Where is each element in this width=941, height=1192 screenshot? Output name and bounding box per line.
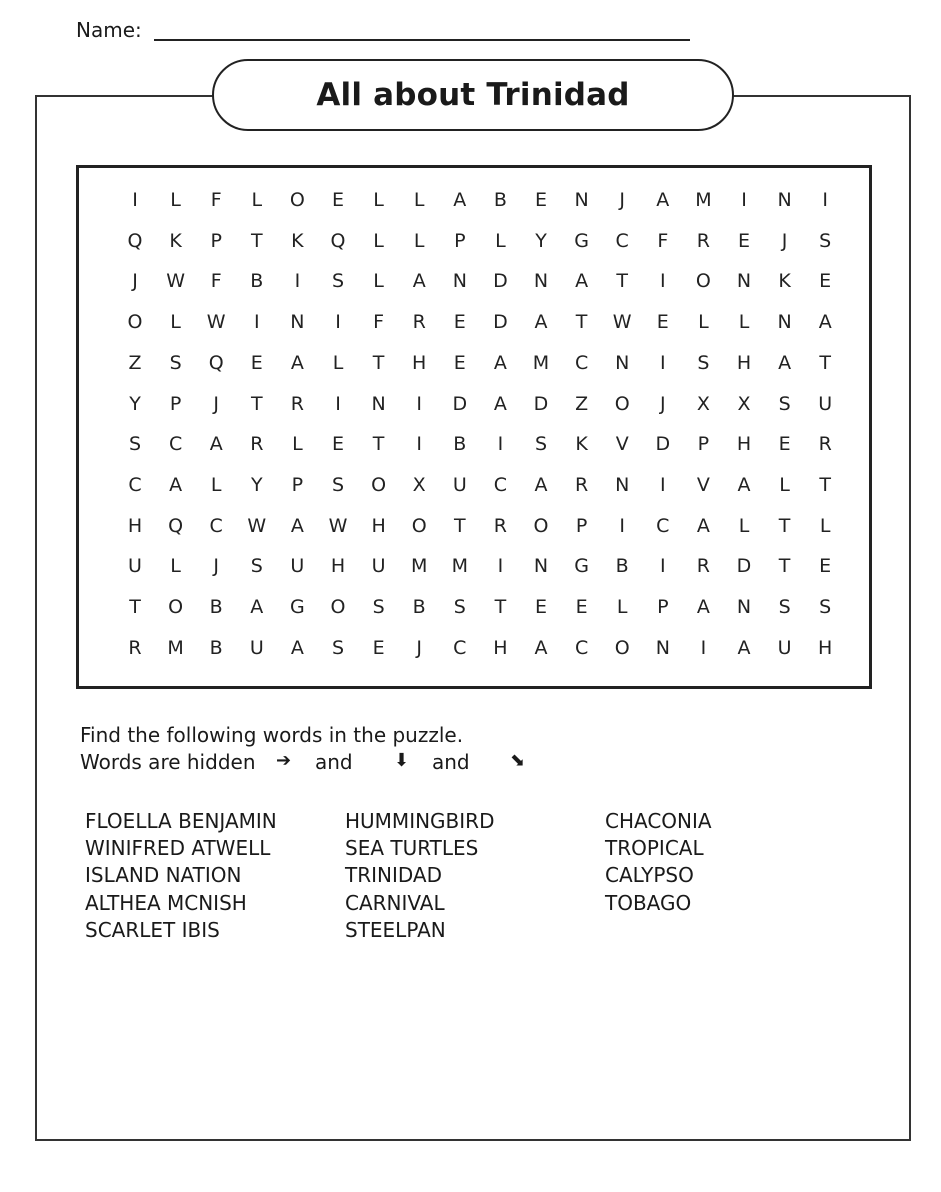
grid-letter[interactable]: S [819,229,832,252]
arrow-down-right-icon: ⬊ [510,750,526,771]
grid-letter[interactable]: C [656,514,670,537]
grid-letter[interactable]: B [209,636,223,659]
grid-letter[interactable]: F [657,229,669,252]
grid-letter[interactable]: S [453,596,466,618]
grid-letter[interactable]: L [495,229,506,252]
grid-letter[interactable]: P [291,473,304,496]
grid-letter[interactable]: S [331,270,345,293]
grid-letter[interactable]: X [737,392,751,415]
grid-letter[interactable]: A [169,473,183,496]
grid-letter[interactable]: Y [129,392,141,415]
grid-letter[interactable]: E [737,229,750,252]
grid-letter[interactable]: T [129,596,141,618]
grid-letter[interactable]: H [736,351,752,374]
grid-letter[interactable]: L [413,189,425,211]
grid-letter[interactable]: B [209,596,223,618]
grid-letter[interactable]: A [534,473,548,496]
grid-letter[interactable]: O [330,596,346,618]
grid-letter[interactable]: I [416,392,422,415]
grid-letter[interactable]: J [781,229,788,252]
title-banner [212,59,734,131]
arrow-right-icon: ➔ [276,750,292,771]
grid-letter[interactable]: J [659,392,666,415]
grid-letter[interactable]: L [819,514,831,537]
grid-letter[interactable]: A [534,636,548,659]
grid-letter[interactable]: B [615,555,629,578]
grid-letter[interactable]: B [250,270,264,293]
grid-letter[interactable]: X [696,392,710,415]
grid-letter[interactable]: N [777,189,792,211]
grid-letter[interactable]: R [574,473,589,496]
grid-letter[interactable]: I [659,351,666,374]
word-item: CARNIVAL [345,890,445,915]
grid-letter[interactable]: A [209,433,223,456]
grid-letter[interactable]: R [696,555,710,578]
word-item: STEELPAN [345,917,446,942]
grid-letter[interactable]: I [335,311,341,334]
grid-letter[interactable]: T [494,596,507,618]
grid-letter[interactable]: E [453,311,466,334]
grid-letter[interactable]: N [371,392,386,415]
grid-letter[interactable]: E [819,555,832,578]
grid-letter[interactable]: L [698,311,709,334]
grid-letter[interactable]: V [696,473,710,496]
grid-letter[interactable]: O [371,473,387,496]
grid-letter[interactable]: L [373,270,384,293]
grid-letter[interactable]: Q [330,229,346,252]
grid-letter[interactable]: D [655,433,671,456]
grid-letter[interactable]: M [451,555,468,578]
grid-letter[interactable]: A [737,636,751,659]
grid-letter[interactable]: I [619,514,625,537]
grid-letter[interactable]: P [657,596,669,618]
grid-letter[interactable]: N [655,636,670,659]
word-item: ALTHEA MCNISH [85,890,247,915]
grid-letter[interactable]: I [659,270,666,293]
grid-letter[interactable]: T [453,514,466,537]
grid-letter[interactable]: T [616,270,628,293]
grid-letter[interactable]: A [575,270,589,293]
grid-letter[interactable]: S [372,596,385,618]
grid-letter[interactable]: U [128,555,142,578]
grid-letter[interactable]: U [452,473,467,496]
grid-letter[interactable]: A [290,514,304,537]
grid-letter[interactable]: C [168,433,183,456]
grid-letter[interactable]: E [575,596,588,618]
grid-letter[interactable]: E [778,433,791,456]
grid-letter[interactable]: N [615,351,630,374]
grid-letter[interactable]: O [168,596,184,618]
grid-letter[interactable]: N [452,270,467,293]
grid-letter[interactable]: R [290,392,304,415]
grid-letter[interactable]: C [574,351,589,374]
grid-letter[interactable]: G [290,596,305,618]
grid-letter[interactable]: A [737,473,751,496]
grid-letter[interactable]: S [534,433,548,456]
grid-letter[interactable]: K [778,270,791,293]
word-list-column-1 [85,808,277,944]
grid-letter[interactable]: M [167,636,184,659]
grid-letter[interactable]: N [736,270,752,293]
grid-letter[interactable]: B [453,433,467,456]
grid-letter[interactable]: T [250,392,263,415]
grid-letter[interactable]: B [412,596,426,618]
grid-letter[interactable]: D [452,392,468,415]
grid-letter[interactable]: O [695,270,711,293]
grid-letter[interactable]: O [614,636,630,659]
grid-letter[interactable]: O [533,514,549,537]
grid-letter[interactable]: N [574,189,589,211]
word-list-column-3 [605,808,712,917]
grid-letter[interactable]: J [132,270,138,293]
grid-letter[interactable]: Y [535,229,547,252]
grid-letter[interactable]: F [373,311,385,334]
grid-letter[interactable]: U [290,555,305,578]
word-item: CALYPSO [605,863,694,888]
grid-letter[interactable]: S [331,473,345,496]
grid-letter[interactable]: E [534,596,547,618]
grid-letter[interactable]: K [291,229,304,252]
grid-letter[interactable]: K [169,229,182,252]
grid-letter[interactable]: P [454,229,466,252]
grid-letter[interactable]: H [127,514,143,537]
grid-letter[interactable]: S [778,392,791,415]
grid-letter[interactable]: S [169,351,182,374]
grid-letter[interactable]: R [128,636,142,659]
grid-letter[interactable]: M [532,351,550,374]
word-item: HUMMINGBIRD [345,809,495,833]
grid-letter[interactable]: Q [168,514,184,537]
grid-letter[interactable]: G [574,555,589,578]
grid-letter[interactable]: P [210,229,222,252]
grid-letter[interactable]: A [412,270,426,293]
grid-letter[interactable]: I [253,311,260,334]
grid-letter[interactable]: H [371,514,386,537]
instructions-line-1: Find the following words in the puzzle. [80,723,464,747]
word-list-column-2 [345,808,494,944]
grid-letter[interactable]: E [331,189,344,211]
grid-letter[interactable]: A [493,351,507,374]
grid-letter[interactable]: I [416,433,422,456]
grid-letter[interactable]: S [778,596,791,618]
grid-letter[interactable]: G [574,229,589,252]
grid-letter[interactable]: L [292,433,303,456]
word-item: WINIFRED ATWELL [85,836,271,861]
grid-letter[interactable]: T [250,229,263,252]
grid-letter[interactable]: I [497,433,504,456]
word-search-grid [76,165,872,689]
word-item: CHACONIA [605,809,712,833]
grid-letter[interactable]: T [819,473,831,496]
grid-letter[interactable]: L [373,189,384,211]
grid-letter[interactable]: W [206,311,226,334]
grid-letter[interactable]: L [210,473,222,496]
grid-letter[interactable]: L [738,514,750,537]
grid-letter[interactable]: H [736,433,752,456]
grid-letter[interactable]: K [575,433,588,456]
grid-letter[interactable]: L [616,596,628,618]
instructions-hidden-text: Words are hidden [80,750,256,774]
grid-letter[interactable]: J [416,636,422,659]
word-item: SEA TURTLES [345,836,479,861]
grid-letter[interactable]: T [819,351,831,374]
grid-letter[interactable]: M [410,555,428,578]
grid-letter[interactable]: A [290,636,304,659]
grid-letter[interactable]: N [533,270,549,293]
grid-letter[interactable]: Z [128,351,142,374]
grid-letter[interactable]: A [534,311,548,334]
grid-letter[interactable]: I [741,189,747,211]
grid-letter[interactable]: O [289,189,305,211]
grid-letter[interactable]: S [128,433,142,456]
grid-letter[interactable]: H [818,636,833,659]
grid-letter[interactable]: R [818,433,832,456]
word-item: TROPICAL [605,836,704,861]
grid-letter[interactable]: C [128,473,142,496]
grid-letter[interactable]: J [213,392,219,415]
grid-letter[interactable]: T [778,555,791,578]
grid-letter[interactable]: L [413,229,425,252]
grid-letter[interactable]: L [170,311,181,334]
grid-letter[interactable]: D [493,311,508,334]
grid-letter[interactable]: I [294,270,301,293]
grid-letter[interactable]: E [331,433,344,456]
grid-letter[interactable]: F [210,270,222,293]
grid-letter[interactable]: L [332,351,344,374]
grid-letter[interactable]: S [250,555,263,578]
grid-letter[interactable]: L [251,189,263,211]
grid-letter[interactable]: T [372,351,385,374]
grid-letter[interactable]: D [533,392,549,415]
grid-letter[interactable]: N [736,596,752,618]
word-item: ISLAND NATION [85,863,242,888]
grid-letter[interactable]: U [249,636,264,659]
word-item: TOBAGO [605,890,692,915]
grid-letter[interactable]: C [209,514,223,537]
grid-letter[interactable]: S [331,636,345,659]
grid-letter[interactable]: A [453,189,467,211]
grid-letter[interactable]: J [213,555,219,578]
grid-letter[interactable]: O [411,514,427,537]
name-line [154,39,690,41]
grid-letter[interactable]: D [493,270,508,293]
grid-letter[interactable]: L [170,189,181,211]
name-label: Name: [76,18,142,42]
grid-letter[interactable]: P [575,514,588,537]
grid-letter[interactable]: Y [250,473,263,496]
grid-letter[interactable]: I [132,189,138,211]
grid-letter[interactable]: P [169,392,182,415]
grid-letter[interactable]: C [615,229,629,252]
grid-letter[interactable]: L [373,229,384,252]
grid-letter[interactable]: U [777,636,792,659]
grid-letter[interactable]: L [738,311,750,334]
grid-letter[interactable]: U [818,392,833,415]
grid-letter[interactable]: H [493,636,508,659]
grid-letter[interactable]: A [290,351,304,374]
letter-grid [79,168,869,686]
grid-letter[interactable]: N [290,311,305,334]
grid-letter[interactable]: W [612,311,632,334]
grid-letter[interactable]: U [371,555,386,578]
grid-letter[interactable]: D [736,555,752,578]
grid-letter[interactable]: R [696,229,710,252]
word-item: SCARLET IBIS [85,917,220,942]
grid-letter[interactable]: N [533,555,549,578]
grid-letter[interactable]: B [493,189,507,211]
grid-letter[interactable]: I [659,473,666,496]
grid-letter[interactable]: L [779,473,790,496]
grid-letter[interactable]: S [697,351,710,374]
grid-letter[interactable]: C [493,473,508,496]
grid-letter[interactable]: S [819,596,832,618]
grid-letter[interactable]: O [127,311,143,334]
grid-letter[interactable]: H [330,555,346,578]
word-item: TRINIDAD [345,863,443,888]
grid-letter[interactable]: E [453,351,466,374]
grid-letter[interactable]: T [372,433,385,456]
page-title: All about Trinidad [316,77,630,113]
grid-letter[interactable]: W [328,514,348,537]
grid-letter[interactable]: A [250,596,264,618]
grid-letter[interactable]: I [497,555,504,578]
grid-letter[interactable]: E [656,311,669,334]
grid-letter[interactable]: I [700,636,707,659]
grid-letter[interactable]: I [822,189,828,211]
grid-letter[interactable]: A [696,596,710,618]
grid-letter[interactable]: L [170,555,181,578]
grid-letter[interactable]: W [166,270,185,293]
grid-letter[interactable]: T [575,311,588,334]
grid-letter[interactable]: E [372,636,385,659]
instructions-and-1: and [315,750,353,774]
grid-letter[interactable]: N [777,311,792,334]
grid-letter[interactable]: A [493,392,507,415]
instructions-and-2: and [432,750,470,774]
grid-letter[interactable]: P [697,433,710,456]
grid-letter[interactable]: E [819,270,832,293]
grid-letter[interactable]: Z [575,392,589,415]
grid-letter[interactable]: N [615,473,630,496]
grid-letter[interactable]: C [574,636,589,659]
grid-letter[interactable]: X [412,473,426,496]
grid-letter[interactable]: M [695,189,712,211]
grid-letter[interactable]: W [247,514,267,537]
grid-letter[interactable]: V [615,433,629,456]
grid-letter[interactable]: E [250,351,263,374]
grid-letter[interactable]: R [493,514,507,537]
grid-letter[interactable]: R [412,311,426,334]
grid-letter[interactable]: A [656,189,670,211]
grid-letter[interactable]: I [335,392,341,415]
arrow-down-icon: ⬇ [394,750,410,771]
grid-letter[interactable]: R [250,433,264,456]
grid-letter[interactable]: I [659,555,666,578]
grid-letter[interactable]: H [412,351,427,374]
grid-letter[interactable]: T [778,514,791,537]
grid-letter[interactable]: A [818,311,832,334]
grid-letter[interactable]: A [696,514,710,537]
grid-letter[interactable]: Q [208,351,224,374]
word-item: FLOELLA BENJAMIN [85,809,277,833]
grid-letter[interactable]: J [619,189,625,211]
grid-letter[interactable]: A [778,351,792,374]
grid-letter[interactable]: C [453,636,467,659]
grid-letter[interactable]: E [534,189,547,211]
grid-letter[interactable]: F [210,189,222,211]
grid-letter[interactable]: O [614,392,630,415]
grid-letter[interactable]: Q [127,229,143,252]
